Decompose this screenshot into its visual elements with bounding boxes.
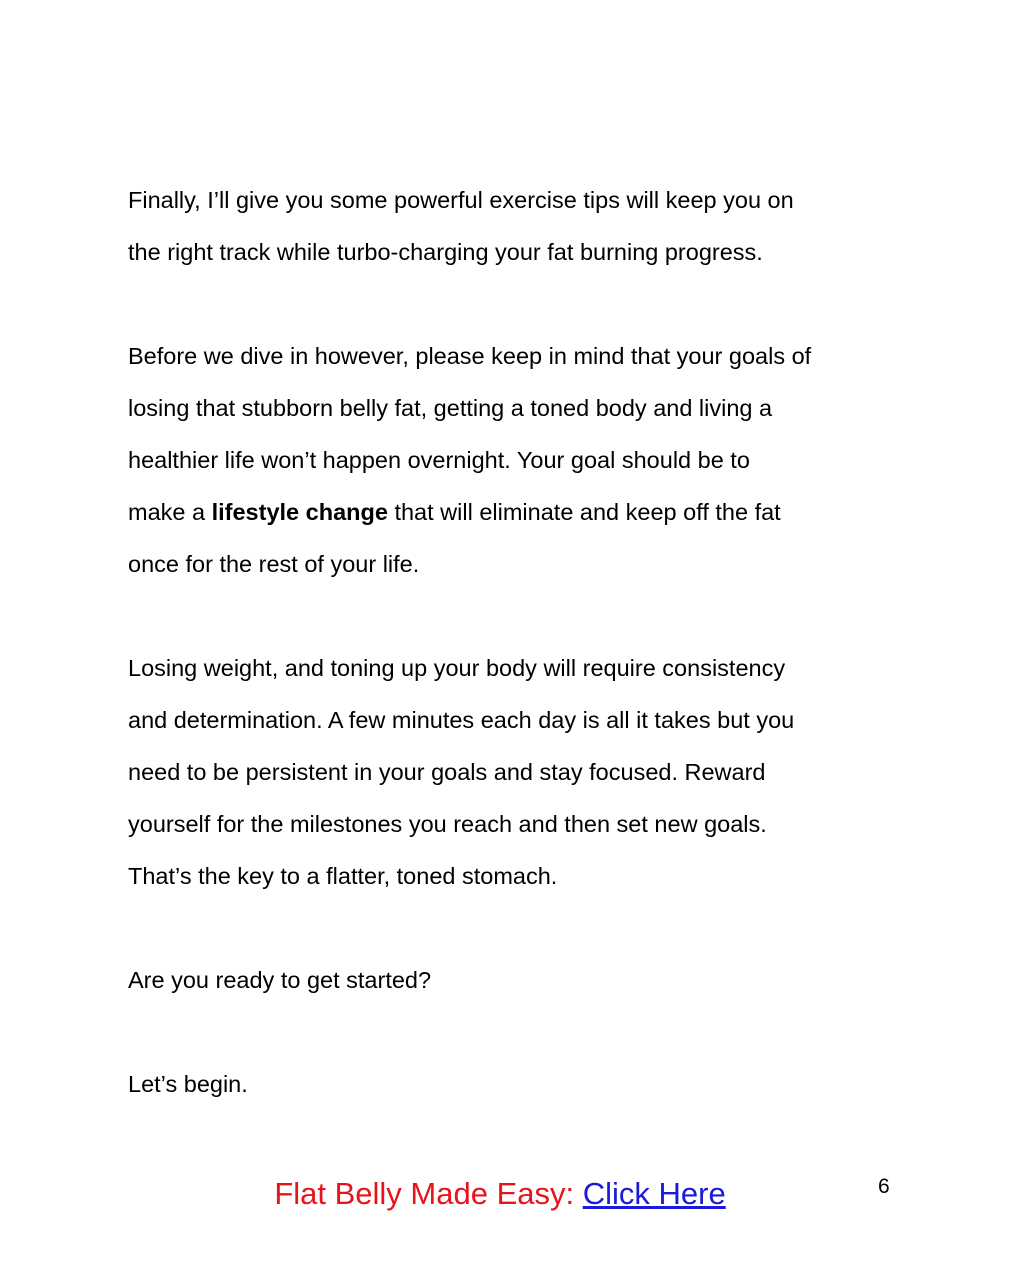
footer-promo — [0, 1172, 1000, 1216]
page-number: 6 — [878, 1175, 890, 1198]
paragraph-exercise-tips — [128, 174, 928, 278]
text-line: the right track while turbo-charging your fat burning progress. — [128, 239, 763, 265]
text-line: healthier life won’t happen overnight. Your goal should be to — [128, 447, 750, 473]
footer-prefix: Flat Belly Made Easy: — [274, 1176, 583, 1211]
text-line: Finally, I’ll give you some powerful exercise tips will keep you on — [128, 187, 794, 213]
text-fragment: make a — [128, 499, 212, 525]
text-line: and determination. A few minutes each day is all it takes but you — [128, 707, 795, 733]
text-line: Losing weight, and toning up your body will require consistency — [128, 655, 786, 681]
paragraph-ready — [128, 954, 928, 1006]
text-fragment: that will eliminate and keep off the fat — [387, 499, 781, 525]
paragraph-lifestyle-change — [128, 330, 928, 590]
text-line: Are you ready to get started? — [128, 967, 432, 993]
click-here-link[interactable]: Click Here — [582, 1176, 726, 1211]
text-line: yourself for the milestones you reach and then set new goals. — [128, 811, 767, 837]
text-line: need to be persistent in your goals and stay focused. Reward — [128, 759, 766, 785]
body-text — [128, 174, 928, 1162]
text-line: losing that stubborn belly fat, getting a toned body and living a — [128, 395, 773, 421]
paragraph-consistency — [128, 642, 928, 902]
text-line: That’s the key to a flatter, toned stomach. — [128, 863, 558, 889]
text-line: Before we dive in however, please keep in mind that your goals of — [128, 343, 812, 369]
text-line: once for the rest of your life. — [128, 551, 420, 577]
emphasis-lifestyle-change: lifestyle change — [211, 499, 388, 525]
paragraph-begin — [128, 1058, 928, 1110]
text-line-with-emphasis — [128, 486, 928, 538]
text-line: Let’s begin. — [128, 1071, 248, 1097]
